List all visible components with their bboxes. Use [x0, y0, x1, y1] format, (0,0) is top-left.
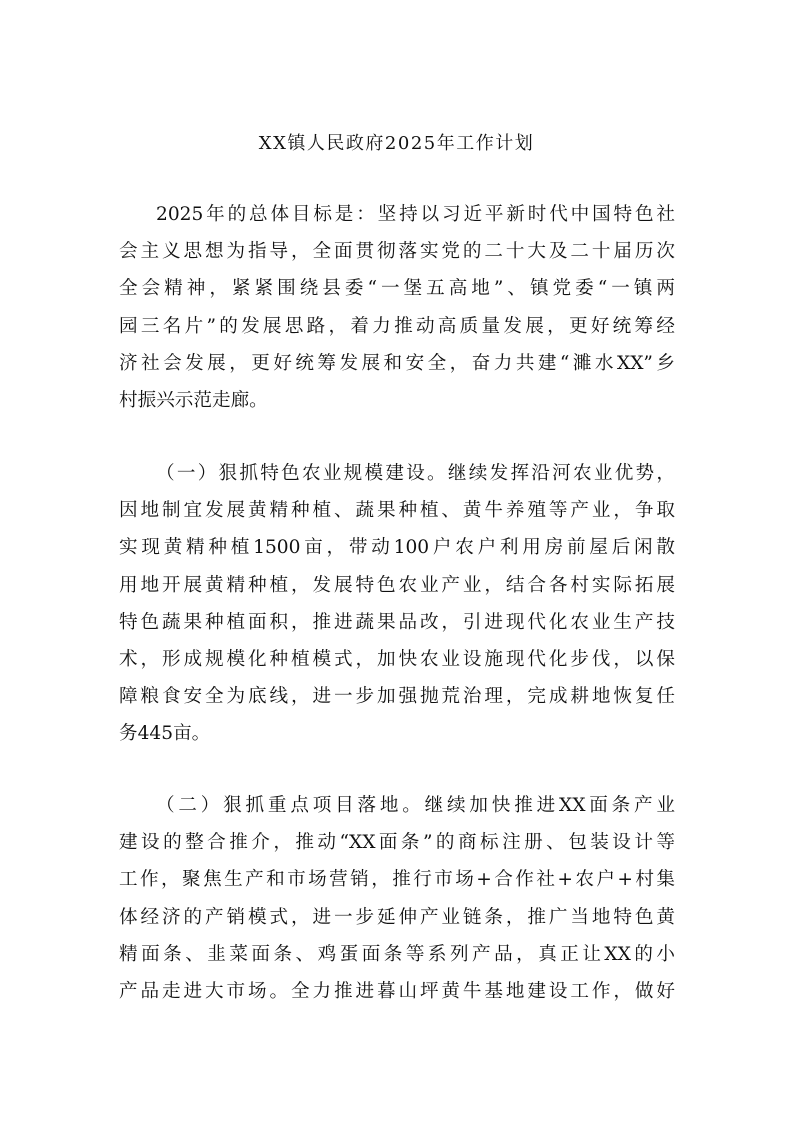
paragraph-line: 全会精神，紧紧围绕县委“一堡五高地”、镇党委“一镇两	[119, 278, 675, 300]
paragraph-line: 济社会发展，更好统筹发展和安全，奋力共建“濉水XX”乡	[119, 352, 675, 374]
paragraph-line: 因地制宜发展黄精种植、蔬果种植、黄牛养殖等产业，争取	[119, 500, 675, 522]
paragraph-line: 务445亩。	[119, 723, 211, 745]
paragraph-line: （一）狠抓特色农业规模建设。继续发挥沿河农业优势，	[156, 463, 675, 484]
paragraph-line: 体经济的产销模式，进一步延伸产业链条，推广当地特色黄	[119, 906, 675, 928]
paragraph-line: （二）狠抓重点项目落地。继续加快推进XX面条产业	[156, 795, 675, 816]
paragraph-line: 园三名片”的发展思路，着力推动高质量发展，更好统筹经	[119, 315, 675, 337]
paragraph-line: 精面条、韭菜面条、鸡蛋面条等系列产品，真正让XX的小	[119, 943, 675, 965]
paragraph-line: 工作，聚焦生产和市场营销，推行市场+合作社+农户+村集	[119, 869, 675, 891]
paragraph-overall-goal	[119, 196, 675, 419]
document-title: XX镇人民政府2025年工作计划	[258, 133, 535, 154]
paragraph-line: 2025年的总体目标是：坚持以习近平新时代中国特色社	[156, 204, 675, 225]
paragraph-line: 特色蔬果种植面积，推进蔬果品改，引进现代化农业生产技	[119, 611, 675, 633]
paragraph-key-projects	[119, 787, 675, 1010]
paragraph-line: 会主义思想为指导，全面贯彻落实党的二十大及二十届历次	[119, 241, 675, 263]
paragraph-line: 术，形成规模化种植模式，加快农业设施现代化步伐，以保	[119, 648, 675, 670]
paragraph-line: 实现黄精种植1500亩，带动100户农户利用房前屋后闲散	[119, 537, 675, 559]
paragraph-line: 产品走进大市场。全力推进暮山坪黄牛基地建设工作，做好	[119, 980, 675, 1002]
paragraph-line: 建设的整合推介，推动“XX面条”的商标注册、包装设计等	[119, 832, 675, 854]
paragraph-agriculture	[119, 455, 675, 753]
paragraph-line: 村振兴示范走廊。	[119, 389, 268, 411]
paragraph-line: 障粮食安全为底线，进一步加强抛荒治理，完成耕地恢复任	[119, 686, 675, 708]
paragraph-line: 用地开展黄精种植，发展特色农业产业，结合各村实际拓展	[119, 574, 675, 596]
